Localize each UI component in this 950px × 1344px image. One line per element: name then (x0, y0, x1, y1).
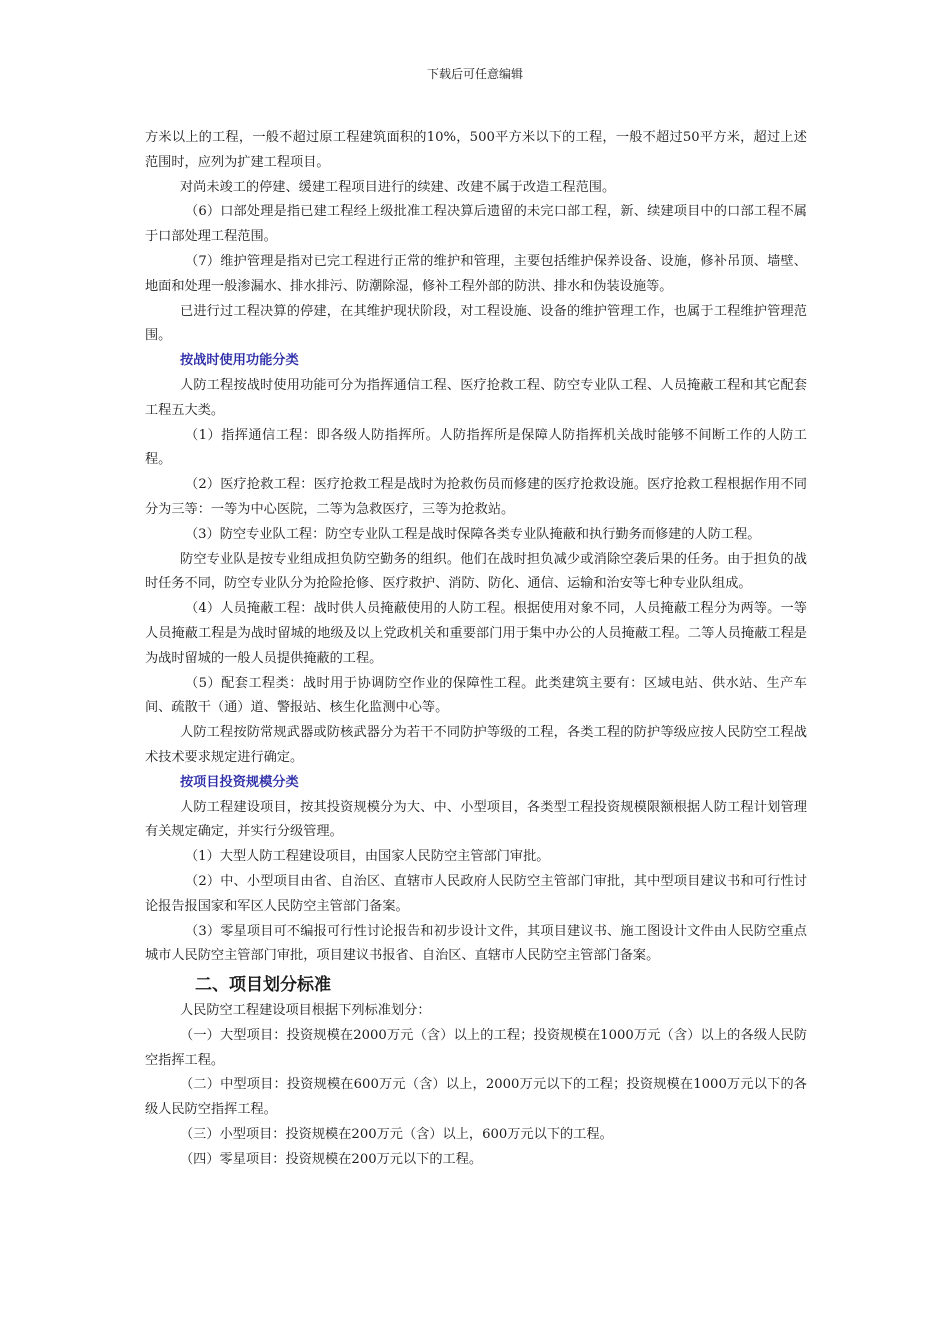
body-paragraph: （3）零星项目可不编报可行性讨论报告和初步设计文件，其项目建议书、施工图设计文件由人民防空重点城市人民防空主管部门审批，项目建议书报省、自治区、直辖市人民防空主管部门备案。 (145, 923, 807, 964)
section-subheading: 按战时使用功能分类 (180, 353, 299, 369)
body-paragraph: （7）维护管理是指对已完工程进行正常的维护和管理，主要包括维护保养设备、设施，修补吊顶、墙壁、地面和处理一般渗漏水、排水排污、防潮除湿，修补工程外部的防洪、排水和伪装设施等。 (145, 253, 807, 294)
body-paragraph: （1）大型人防工程建设项目，由国家人民防空主管部门审批。 (185, 849, 550, 865)
body-paragraph: （一）大型项目：投资规模在2000万元（含）以上的工程；投资规模在1000万元（含）以上的各级人民防空指挥工程。 (145, 1027, 807, 1068)
body-paragraph: （2）医疗抢救工程：医疗抢救工程是战时为抢救伤员而修建的医疗抢救设施。医疗抢救工程根据作用不同分为三等：一等为中心医院，二等为急救医疗，三等为抢救站。 (145, 477, 807, 517)
body-paragraph: （4）人员掩蔽工程：战时供人员掩蔽使用的人防工程。根据使用对象不同，人员掩蔽工程分为两等。一等人员掩蔽工程是为战时留城的地级及以上党政机关和重要部门用于集中办公的人员掩蔽工程。二等人员掩蔽工程是为战时留城的一般人员提供掩蔽的工程。 (145, 601, 807, 666)
body-paragraph: 人防工程按防常规武器或防核武器分为若干不同防护等级的工程，各类工程的防护等级应按人民防空工程战术技术要求规定进行确定。 (145, 725, 807, 765)
body-paragraph: （5）配套工程类：战时用于协调防空作业的保障性工程。此类建筑主要有：区域电站、供水站、生产车间、疏散干（通）道、警报站、核生化监测中心等。 (145, 675, 807, 716)
body-paragraph: 人防工程按战时使用功能可分为指挥通信工程、医疗抢救工程、防空专业队工程、人员掩蔽工程和其它配套工程五大类。 (145, 377, 807, 418)
body-paragraph: 人民防空工程建设项目根据下列标准划分： (180, 1003, 431, 1019)
page-header: 下载后可任意编辑 (426, 67, 523, 81)
body-paragraph: （1）指挥通信工程：即各级人防指挥所。人防指挥所是保障人防指挥机关战时能够不间断工作的人防工程。 (145, 427, 807, 468)
body-paragraph: （3）防空专业队工程：防空专业队工程是战时保障各类专业队掩蔽和执行勤务而修建的人防工程。 (185, 526, 761, 542)
body-paragraph: （2）中、小型项目由省、自治区、直辖市人民政府人民防空主管部门审批，其中型项目建议书和可行性讨论报告报国家和军区人民防空主管部门备案。 (145, 873, 807, 914)
body-paragraph: （二）中型项目：投资规模在600万元（含）以上，2000万元以下的工程；投资规模在1000万元以下的各级人民防空指挥工程。 (145, 1077, 807, 1118)
document-body (145, 126, 807, 1173)
body-paragraph: 对尚未竣工的停建、缓建工程项目进行的续建、改建不属于改造工程范围。 (180, 179, 616, 195)
section-heading: 二、项目划分标准 (195, 975, 331, 996)
section-subheading: 按项目投资规模分类 (180, 774, 299, 790)
body-paragraph: 已进行过工程决算的停建，在其维护现状阶段，对工程设施、设备的维护管理工作，也属于工程维护管理范围。 (145, 303, 807, 344)
body-paragraph: （四）零星项目：投资规模在200万元以下的工程。 (180, 1151, 483, 1167)
body-paragraph: 人防工程建设项目，按其投资规模分为大、中、小型项目，各类型工程投资规模限额根据人防工程计划管理有关规定确定，并实行分级管理。 (145, 799, 807, 840)
body-paragraph: 方米以上的工程，一般不超过原工程建筑面积的10%，500平方米以下的工程，一般不超过50平方米，超过上述范围时，应列为扩建工程项目。 (145, 130, 807, 170)
body-paragraph: （6）口部处理是指已建工程经上级批准工程决算后遗留的未完口部工程，新、续建项目中的口部工程不属于口部处理工程范围。 (145, 204, 807, 245)
body-paragraph: （三）小型项目：投资规模在200万元（含）以上，600万元以下的工程。 (180, 1127, 613, 1143)
body-paragraph: 防空专业队是按专业组成担负防空勤务的组织。他们在战时担负减少或消除空袭后果的任务。由于担负的战时任务不同，防空专业队分为抢险抢修、医疗救护、消防、防化、通信、运输和治安等七种专业队组成。 (145, 551, 807, 592)
